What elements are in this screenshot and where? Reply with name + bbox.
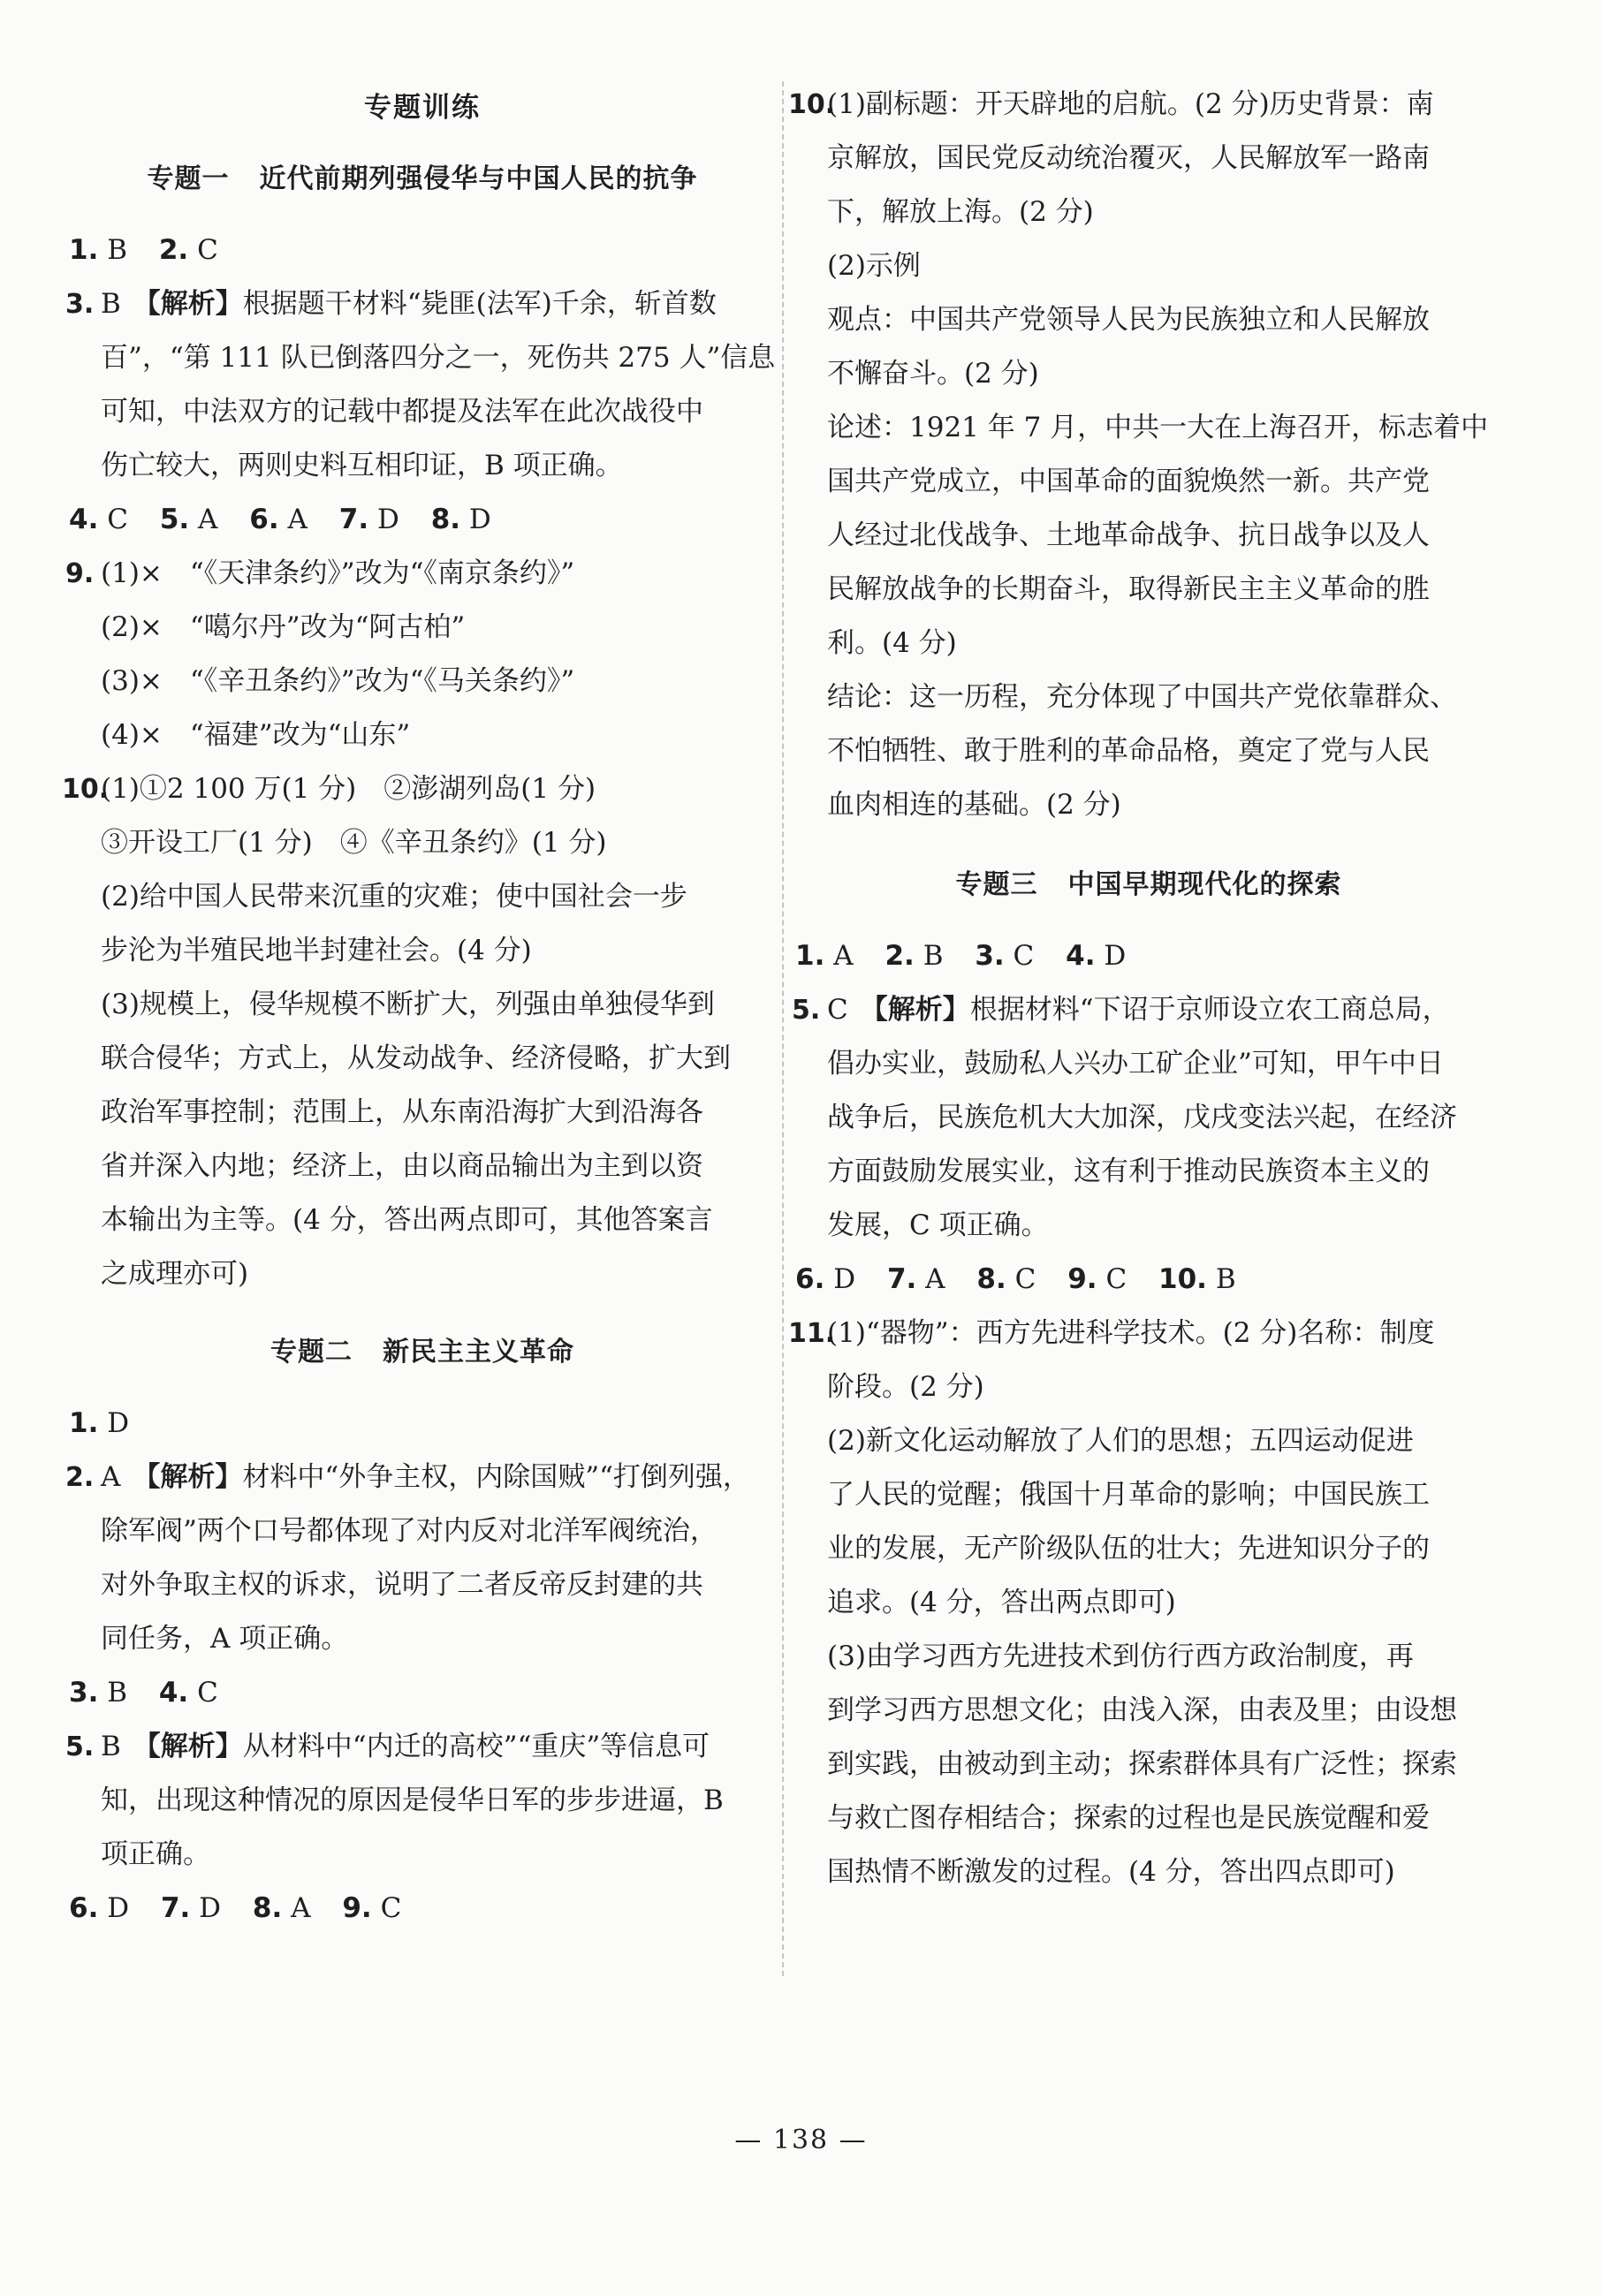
text-line: 到学习西方思想文化；由浅入深，由表及里；由设想: [827, 1694, 1457, 1726]
answer: 8. A: [252, 1892, 311, 1924]
answer: 1. D: [69, 1407, 130, 1439]
page-heading: 专题训练: [364, 92, 481, 124]
text-line: 根据材料“下诏于京师设立农工商总局，: [969, 994, 1450, 1026]
question-number: 2.: [65, 1462, 95, 1493]
answer: 6. D: [795, 1263, 856, 1295]
text-line: 战争后，民族危机大大加深，戊戌变法兴起，在经济: [827, 1102, 1457, 1133]
text-line: 可知，中法双方的记载中都提及法军在此次战役中: [101, 396, 703, 428]
text-line: 追求。(4 分，答出两点即可): [827, 1587, 1176, 1618]
text-line: 同任务，A 项正确。: [101, 1623, 349, 1655]
text-line: 发展，C 项正确。: [827, 1209, 1049, 1241]
text-line: (1)“器物”：西方先进科学技术。(2 分)名称：制度: [827, 1317, 1435, 1349]
text-line: 除军阀”两个口号都体现了对内反对北洋军阀统治，: [101, 1515, 717, 1547]
right-column: [788, 78, 1502, 1899]
question-10-section-2: [788, 78, 1502, 832]
section-title-2: [69, 1330, 776, 1368]
text-line: 了人民的觉醒；俄国十月革命的影响；中国民族工: [827, 1479, 1430, 1511]
section-1-name: 近代前期列强侵华与中国人民的抗争: [259, 163, 698, 194]
question-5: [65, 1720, 776, 1882]
answer: 1. A: [795, 940, 854, 972]
left-column: [62, 78, 776, 1936]
answer: 4. C: [158, 1677, 218, 1709]
answer: 8. D: [430, 504, 491, 535]
text-line: 之成理亦可): [101, 1258, 249, 1290]
text-line: 不懈奋斗。(2 分): [827, 358, 1039, 390]
answer: 2. C: [158, 234, 218, 266]
answer-letter: C: [827, 994, 848, 1026]
answer: 3. B: [69, 1677, 127, 1709]
section-3-name: 中国早期现代化的探索: [1067, 869, 1342, 900]
section-2-label: 专题二: [270, 1337, 353, 1368]
section-1-label: 专题一: [147, 163, 230, 194]
answer: 7. D: [160, 1892, 222, 1924]
text-line: 国共产党成立，中国革命的面貌焕然一新。共产党: [827, 466, 1430, 497]
answer: 3. C: [975, 940, 1035, 972]
question-number: 3.: [65, 289, 95, 320]
text-line: (2)给中国人民带来沉重的灾难；使中国社会一步: [101, 881, 687, 913]
text-line: 业的发展，无产阶级队伍的壮大；先进知识分子的: [827, 1533, 1430, 1565]
answer-row: [69, 224, 776, 277]
text-line: 下，解放上海。(2 分): [827, 196, 1094, 228]
text-line: 方面鼓励发展实业，这有利于推动民族资本主义的: [827, 1156, 1430, 1187]
text-line: 伤亡较大，两则史料互相印证，B 项正确。: [101, 450, 623, 481]
question-number: 10.: [62, 774, 110, 805]
analysis-tag: 【解析】: [860, 994, 970, 1026]
text-line: (3)规模上，侵华规模不断扩大，列强由单独侵华到: [101, 989, 715, 1020]
text-line: 联合侵华；方式上，从发动战争、经济侵略，扩大到: [101, 1042, 731, 1074]
text-line: 从材料中“内迁的高校”“重庆”等信息可: [242, 1731, 710, 1762]
question-2: [65, 1451, 776, 1666]
text-line: 项正确。: [101, 1838, 210, 1870]
question-3: [65, 277, 776, 493]
text-line: (1)副标题：开天辟地的启航。(2 分)历史背景：南: [827, 88, 1434, 120]
question-5-section-3: [792, 983, 1502, 1253]
section-title-3: [795, 862, 1502, 901]
text-line: 论述：1921 年 7 月，中共一大在上海召开，标志着中: [827, 412, 1489, 443]
text-line: 结论：这一历程，充分体现了中国共产党依靠群众、: [827, 681, 1457, 713]
text-line: 知，出现这种情况的原因是侵华日军的步步进逼，B: [101, 1785, 724, 1816]
answer-row: [69, 1397, 776, 1451]
text-line: 京解放，国民党反动统治覆灭，人民解放军一路南: [827, 142, 1430, 174]
answer: 4. C: [69, 504, 128, 535]
text-line: 利。(4 分): [827, 627, 957, 659]
answer: 7. D: [338, 504, 399, 535]
text-line: (1)× “《天津条约》”改为“《南京条约》”: [101, 557, 575, 589]
answer-letter: B: [101, 1731, 121, 1762]
question-number: 5.: [65, 1731, 95, 1762]
answer-row: [795, 1253, 1502, 1307]
text-line: 观点：中国共产党领导人民为民族独立和人民解放: [827, 304, 1430, 336]
text-line: (1)①2 100 万(1 分) ②澎湖列岛(1 分): [101, 773, 596, 805]
text-line: 省并深入内地；经济上，由以商品输出为主到以资: [101, 1150, 703, 1182]
text-line: (2)× “噶尔丹”改为“阿古柏”: [101, 611, 466, 643]
text-line: 百”，“第 111 队已倒落四分之一，死伤共 275 人”信息: [101, 342, 776, 374]
answer-letter: B: [101, 288, 121, 320]
analysis-tag: 【解析】: [133, 1461, 243, 1493]
answer: 9. C: [1067, 1263, 1127, 1295]
answer: 9. C: [342, 1892, 402, 1924]
text-line: 与救亡图存相结合；探索的过程也是民族觉醒和爱: [827, 1802, 1430, 1834]
answer: 6. D: [69, 1892, 130, 1924]
analysis-tag: 【解析】: [133, 1731, 243, 1762]
text-line: 人经过北伐战争、土地革命战争、抗日战争以及人: [827, 519, 1430, 551]
analysis-tag: 【解析】: [133, 288, 243, 320]
question-number: 9.: [65, 558, 95, 589]
question-9: [65, 547, 776, 762]
text-line: ③开设工厂(1 分) ④《辛丑条约》(1 分): [101, 827, 607, 859]
text-line: 到实践，由被动到主动；探索群体具有广泛性；探索: [827, 1748, 1457, 1780]
text-line: (3)由学习西方先进技术到仿行西方政治制度，再: [827, 1641, 1414, 1672]
answer-row: [69, 1666, 776, 1720]
text-line: 国热情不断激发的过程。(4 分，答出四点即可): [827, 1856, 1395, 1888]
answer-row: [69, 493, 776, 547]
column-divider: [782, 81, 784, 1976]
answer: 2. B: [885, 940, 944, 972]
answer: 7. A: [886, 1263, 945, 1295]
question-11: [788, 1307, 1502, 1899]
question-number: 5.: [792, 995, 821, 1026]
question-number: 11.: [788, 1318, 836, 1349]
question-number: 10.: [788, 89, 836, 120]
answer: 1. B: [69, 234, 127, 266]
text-line: 材料中“外争主权，内除国贼”“打倒列强，: [242, 1461, 750, 1493]
answer-row: [69, 1882, 776, 1936]
answer: 10. B: [1158, 1263, 1236, 1295]
answer: 4. D: [1066, 940, 1127, 972]
text-line: 血肉相连的基础。(2 分): [827, 789, 1121, 821]
answer-letter: A: [101, 1461, 121, 1493]
text-line: 不怕牺牲、敢于胜利的革命品格，奠定了党与人民: [827, 735, 1430, 767]
section-3-label: 专题三: [955, 869, 1038, 900]
text-line: 本输出为主等。(4 分，答出两点即可，其他答案言: [101, 1204, 713, 1236]
text-line: 倡办实业，鼓励私人兴办工矿企业”可知，甲午中日: [827, 1048, 1444, 1080]
section-2-name: 新民主主义革命: [383, 1337, 574, 1368]
answer: 5. A: [159, 504, 218, 535]
answer-row: [795, 929, 1502, 983]
question-10: [62, 762, 776, 1301]
page-number: — 138 —: [734, 2125, 868, 2156]
text-line: 根据题干材料“毙匪(法军)千余，斩首数: [242, 288, 717, 320]
section-title-1: [69, 156, 776, 195]
text-line: (3)× “《辛丑条约》”改为“《马关条约》”: [101, 665, 575, 697]
answer: 6. A: [249, 504, 307, 535]
text-line: 政治军事控制；范围上，从东南沿海扩大到沿海各: [101, 1096, 703, 1128]
text-line: (2)新文化运动解放了人们的思想；五四运动促进: [827, 1425, 1414, 1457]
text-line: 民解放战争的长期奋斗，取得新民主主义革命的胜: [827, 573, 1430, 605]
text-line: (4)× “福建”改为“山东”: [101, 719, 411, 751]
text-line: 对外争取主权的诉求，说明了二者反帝反封建的共: [101, 1569, 703, 1601]
text-line: 阶段。(2 分): [827, 1371, 984, 1403]
text-line: 步沦为半殖民地半封建社会。(4 分): [101, 935, 532, 966]
text-line: (2)示例: [827, 250, 921, 282]
answer: 8. C: [976, 1263, 1036, 1295]
